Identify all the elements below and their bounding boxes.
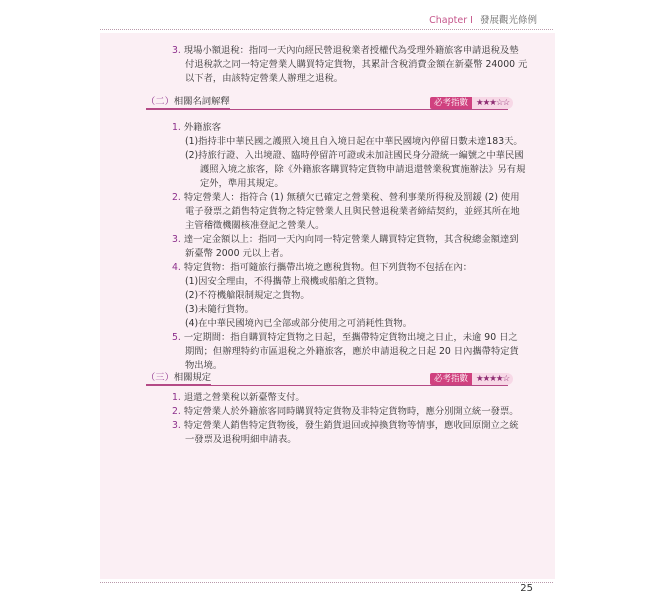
item-text: 退還之營業稅以新臺幣支付。 [183, 392, 305, 403]
item-text: 護照入境之旅客，除《外籍旅客購買特定貨物申請退還營業稅實施辦法》另有規 [200, 164, 526, 175]
list-item [172, 261, 472, 274]
chapter-label: Chapter I [429, 15, 473, 26]
item-text: (4)在中華民國境內已全部或部分使用之可消耗性貨物。 [185, 318, 412, 329]
item3-number-line [172, 44, 519, 57]
section-heading [146, 95, 230, 109]
section-rule [146, 109, 508, 110]
badge-label: 必考指數 [430, 373, 472, 385]
section-number: （二） [146, 96, 174, 107]
item-text: 一定期間：指自購買特定貨物之日起，至攜帶特定貨物出境之日止，未逾 90 日之 [183, 332, 518, 343]
star-rating: ★★★★☆ [472, 373, 513, 385]
item-number: 3. [172, 45, 181, 56]
item-text: (2)持旅行證、入出境證、臨時停留許可證或未加註國民身分證統一編號之中華民國 [185, 150, 524, 161]
list-item [172, 191, 520, 204]
list-item [172, 233, 519, 246]
bottom-divider [100, 582, 553, 583]
section-heading [146, 371, 211, 385]
section-title: 相關名詞解釋 [173, 96, 230, 107]
item-number: 1. [172, 122, 181, 133]
item-text: 特定營業人於外籍旅客同時購買特定貨物及非特定貨物時，應分別開立統一發票。 [183, 406, 519, 417]
item-number: 2. [172, 406, 181, 417]
list-item [172, 419, 519, 432]
importance-badge [430, 96, 513, 109]
item-text: 一發票及退稅明細申請表。 [185, 434, 297, 445]
item-text: (3)未隨行貨物。 [185, 304, 254, 315]
item-text: 付退稅款之同一特定營業人購買特定貨物，其累計含稅消費金額在新臺幣 24000 元 [185, 59, 528, 70]
page-number: 25 [520, 583, 533, 594]
top-divider [100, 29, 553, 30]
item-text: 以下者，由該特定營業人辦理之退稅。 [185, 73, 344, 84]
item-number: 4. [172, 262, 181, 273]
section-rule [146, 385, 508, 386]
list-item [172, 391, 305, 404]
item-text: 物出境。 [185, 360, 223, 371]
item-text: 特定營業人：指符合 (1) 無積欠已確定之營業稅、營利事業所得稅及罰鍰 (2) 使用 [183, 192, 520, 203]
section-title: 相關規定 [173, 372, 212, 383]
item-text: 期間；但辦理特約市區退稅之外籍旅客，應於申請退稅之日起 20 日內攜帶特定貨 [185, 346, 519, 357]
item-text: 電子發票之銷售特定貨物之特定營業人且與民營退稅業者締結契約，並經其所在地 [185, 206, 520, 217]
item-text: 主管稽徵機關核准登記之營業人。 [185, 220, 325, 231]
chapter-title: 發展觀光條例 [479, 15, 537, 26]
item-text: 達一定金額以上：指同一天內向同一特定營業人購買特定貨物，其含稅總金額達到 [183, 234, 519, 245]
item-number: 3. [172, 420, 181, 431]
item-number: 3. [172, 234, 181, 245]
list-item [172, 405, 519, 418]
item-number: 2. [172, 192, 181, 203]
item-text: 外籍旅客 [183, 122, 222, 133]
item-number: 5. [172, 332, 181, 343]
importance-badge [430, 372, 513, 385]
item-text: (1)指持非中華民國之護照入境且自入境日起在中華民國境內停留日數未達183天。 [185, 136, 523, 147]
list-item [172, 121, 221, 134]
item-text: 定外，準用其規定。 [200, 178, 284, 189]
badge-label: 必考指數 [430, 97, 472, 109]
item-text: (1)因安全理由，不得攜帶上飛機或船舶之貨物。 [185, 276, 385, 287]
item-text: 新臺幣 2000 元以上者。 [185, 248, 289, 259]
content-panel [100, 33, 555, 579]
item-text: 特定營業人銷售特定貨物後，發生銷貨退回或掉換貨物等情事，應收回原開立之統 [183, 420, 519, 431]
star-rating: ★★★☆☆ [472, 97, 513, 109]
running-header [429, 12, 537, 26]
item-number: 1. [172, 392, 181, 403]
item-text: 現場小額退稅：指同一天內向經民營退稅業者授權代為受理外籍旅客申請退稅及墊 [183, 45, 519, 56]
section-number: （三） [146, 372, 174, 383]
list-item [172, 331, 518, 344]
item-text: (2)不符機艙限制規定之貨物。 [185, 290, 310, 301]
item-text: 特定貨物：指可隨旅行攜帶出境之應稅貨物。但下列貨物不包括在內： [183, 262, 473, 273]
